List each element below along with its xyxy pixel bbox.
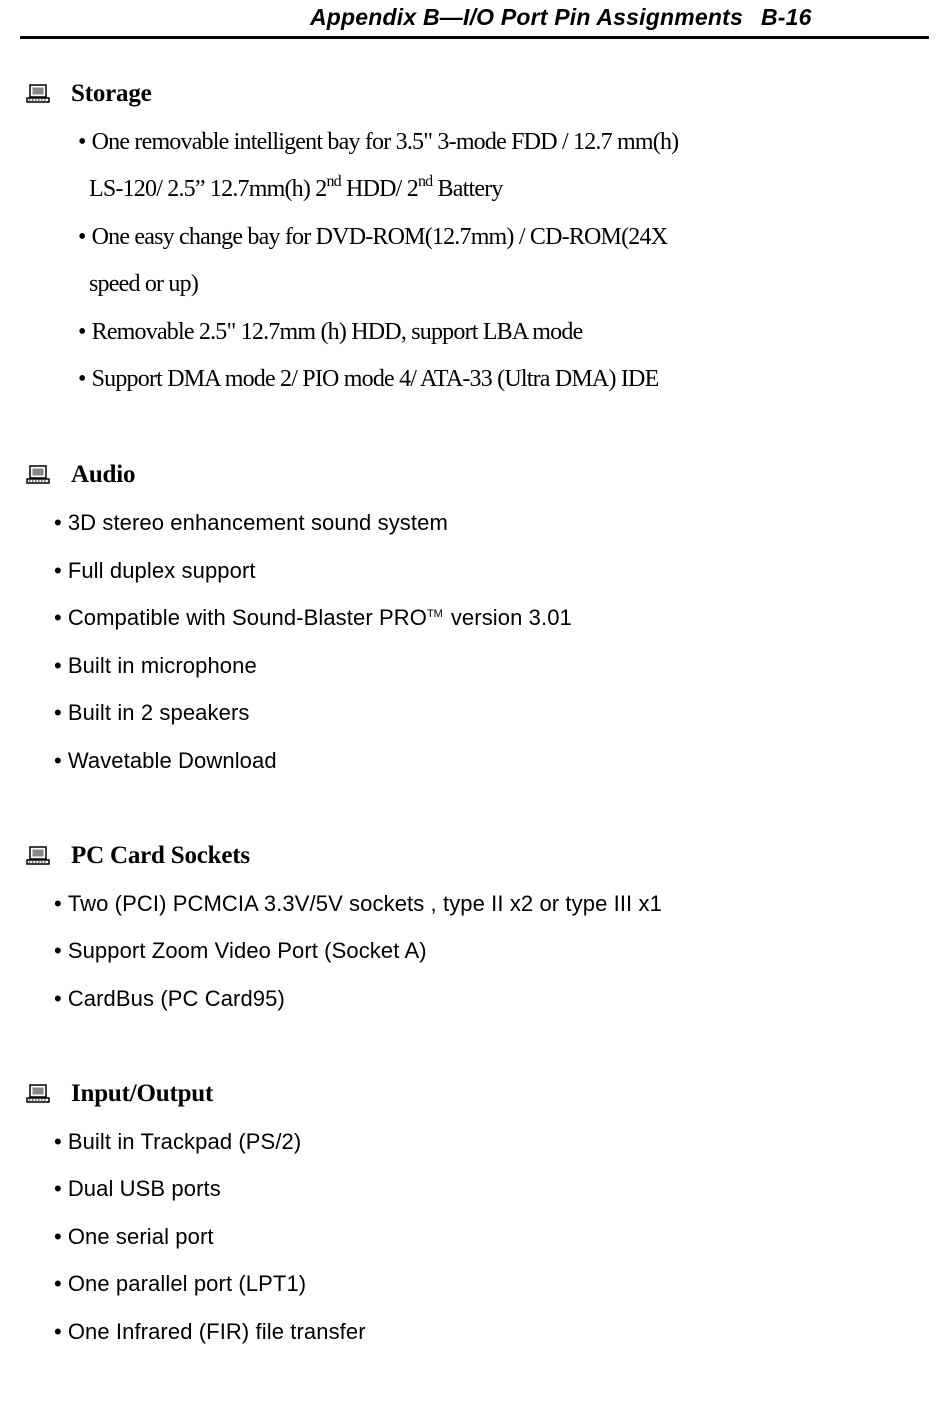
bullet: • xyxy=(54,1129,62,1154)
io-item xyxy=(54,1222,214,1252)
audio-item-suffix: version 3.01 xyxy=(450,605,572,630)
io-item-text: One parallel port (LPT1) xyxy=(67,1271,307,1296)
superscript-nd: nd xyxy=(417,173,433,190)
storage-item-2-text: One easy change bay for DVD-ROM(12.7mm) / CD-ROM(24X xyxy=(91,224,668,250)
audio-item-text: Built in microphone xyxy=(67,653,257,678)
storage-item-2-cont: speed or up) xyxy=(89,271,199,297)
audio-item-text: Compatible with Sound-Blaster PRO xyxy=(67,605,427,630)
storage-item-4-text: Support DMA mode 2/ PIO mode 4/ ATA-33 (Ultra DMA) IDE xyxy=(91,366,659,392)
bullet: • xyxy=(78,319,86,345)
section-title-pccard: PC Card Sockets xyxy=(71,842,250,869)
section-audio-heading xyxy=(26,460,136,490)
io-item-text: One serial port xyxy=(67,1224,214,1249)
storage-line2-b: HDD/ 2 xyxy=(340,176,418,202)
bullet: • xyxy=(54,1224,62,1249)
audio-item xyxy=(54,508,448,538)
io-item-text: Dual USB ports xyxy=(67,1176,221,1201)
superscript-nd: nd xyxy=(326,173,341,190)
laptop-icon xyxy=(26,845,50,867)
storage-line2-a: LS-120/ 2.5” 12.7mm(h) 2 xyxy=(89,176,327,202)
bullet: • xyxy=(54,891,62,916)
audio-item xyxy=(54,556,256,586)
audio-item-text: Full duplex support xyxy=(67,558,256,583)
laptop-icon xyxy=(26,83,50,105)
trademark-mark: TM xyxy=(426,607,443,620)
storage-line2-c: Battery xyxy=(432,176,503,202)
laptop-icon xyxy=(26,1083,50,1105)
bullet: • xyxy=(78,224,86,250)
audio-item xyxy=(54,651,257,681)
bullet: • xyxy=(54,510,62,535)
bullet: • xyxy=(54,1176,62,1201)
io-item-text: One Infrared (FIR) file transfer xyxy=(67,1319,366,1344)
laptop-icon xyxy=(26,464,50,486)
pccard-item xyxy=(54,936,427,966)
io-item xyxy=(54,1174,221,1204)
bullet: • xyxy=(54,1271,62,1296)
page-header xyxy=(310,4,812,31)
pccard-item-text: CardBus (PC Card95) xyxy=(67,986,285,1011)
bullet: • xyxy=(54,558,62,583)
audio-item xyxy=(54,603,572,633)
pccard-item xyxy=(54,889,662,919)
audio-item-text: Wavetable Download xyxy=(67,748,277,773)
bullet: • xyxy=(54,986,62,1011)
audio-item xyxy=(54,698,249,728)
storage-item-3-text: Removable 2.5" 12.7mm (h) HDD, support LBA mode xyxy=(91,319,583,345)
header-rule xyxy=(20,36,929,39)
section-storage-heading xyxy=(26,79,152,109)
bullet: • xyxy=(54,938,62,963)
section-title-storage: Storage xyxy=(71,80,152,107)
storage-item-2 xyxy=(78,222,667,252)
bullet: • xyxy=(54,748,62,773)
bullet: • xyxy=(54,700,62,725)
bullet: • xyxy=(54,1319,62,1344)
section-title-audio: Audio xyxy=(71,461,136,488)
storage-item-3 xyxy=(78,317,582,347)
audio-item xyxy=(54,746,277,776)
io-item xyxy=(54,1269,306,1299)
bullet: • xyxy=(54,605,62,630)
storage-item-1-cont xyxy=(89,174,503,204)
storage-item-4 xyxy=(78,364,658,394)
bullet: • xyxy=(78,129,86,155)
storage-item-1 xyxy=(78,127,678,157)
audio-item-text: Built in 2 speakers xyxy=(67,700,250,725)
header-title-text: Appendix B—I/O Port Pin Assignments xyxy=(310,4,743,30)
io-item-text: Built in Trackpad (PS/2) xyxy=(67,1129,302,1154)
io-item xyxy=(54,1317,366,1347)
audio-item-text: 3D stereo enhancement sound system xyxy=(67,510,448,535)
section-io-heading xyxy=(26,1079,214,1109)
bullet: • xyxy=(78,366,86,392)
bullet: • xyxy=(54,653,62,678)
storage-item-1-text: One removable intelligent bay for 3.5" 3-mode FDD / 12.7 mm(h) xyxy=(91,129,679,155)
pccard-item-text: Two (PCI) PCMCIA 3.3V/5V sockets , type II x2 or type III x1 xyxy=(67,891,662,916)
pccard-item xyxy=(54,984,285,1014)
pccard-item-text: Support Zoom Video Port (Socket A) xyxy=(67,938,427,963)
section-title-io: Input/Output xyxy=(71,1080,214,1107)
section-pccard-heading xyxy=(26,841,250,871)
page-number: B-16 xyxy=(760,4,812,30)
io-item xyxy=(54,1127,301,1157)
